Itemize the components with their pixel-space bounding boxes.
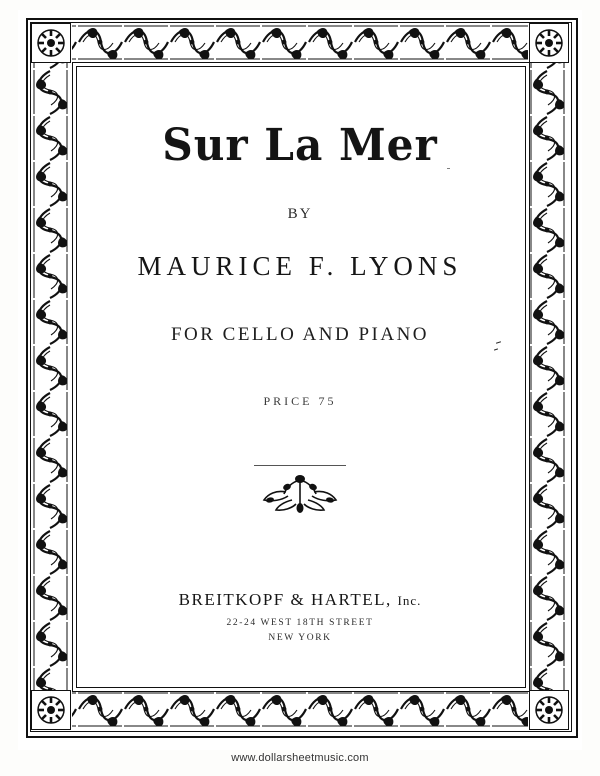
floral-flourish-icon bbox=[76, 472, 524, 516]
instrumentation-label: FOR CELLO AND PIANO bbox=[170, 324, 430, 345]
foliate-ribbon-border-icon bbox=[528, 23, 569, 729]
publisher-name bbox=[76, 590, 524, 610]
rosette-ornament-icon bbox=[529, 23, 569, 63]
publisher-main: BREITKOPF & HARTEL, bbox=[178, 590, 392, 609]
page-title: Sur La Mer bbox=[162, 120, 438, 171]
cover-text-block bbox=[76, 66, 524, 686]
divider-rule bbox=[254, 465, 346, 466]
rosette-ornament-icon bbox=[529, 690, 569, 730]
byline-label: BY bbox=[287, 206, 313, 222]
rosette-ornament-icon bbox=[31, 690, 71, 730]
publisher-city: NEW YORK bbox=[268, 633, 332, 643]
composer-name: MAURICE F. LYONS bbox=[137, 251, 463, 281]
rosette-ornament-icon bbox=[31, 23, 71, 63]
foliate-ribbon-border-icon bbox=[31, 23, 72, 729]
foliate-ribbon-border-icon bbox=[31, 23, 569, 62]
foliate-ribbon-border-icon bbox=[31, 690, 569, 729]
footer-watermark-url: www.dollarsheetmusic.com bbox=[231, 752, 369, 764]
scan-artifact bbox=[447, 168, 450, 169]
publisher-suffix: Inc. bbox=[397, 593, 422, 608]
publisher-address: 22-24 WEST 18TH STREET bbox=[226, 618, 374, 628]
price-label: PRICE 75 bbox=[263, 394, 337, 408]
